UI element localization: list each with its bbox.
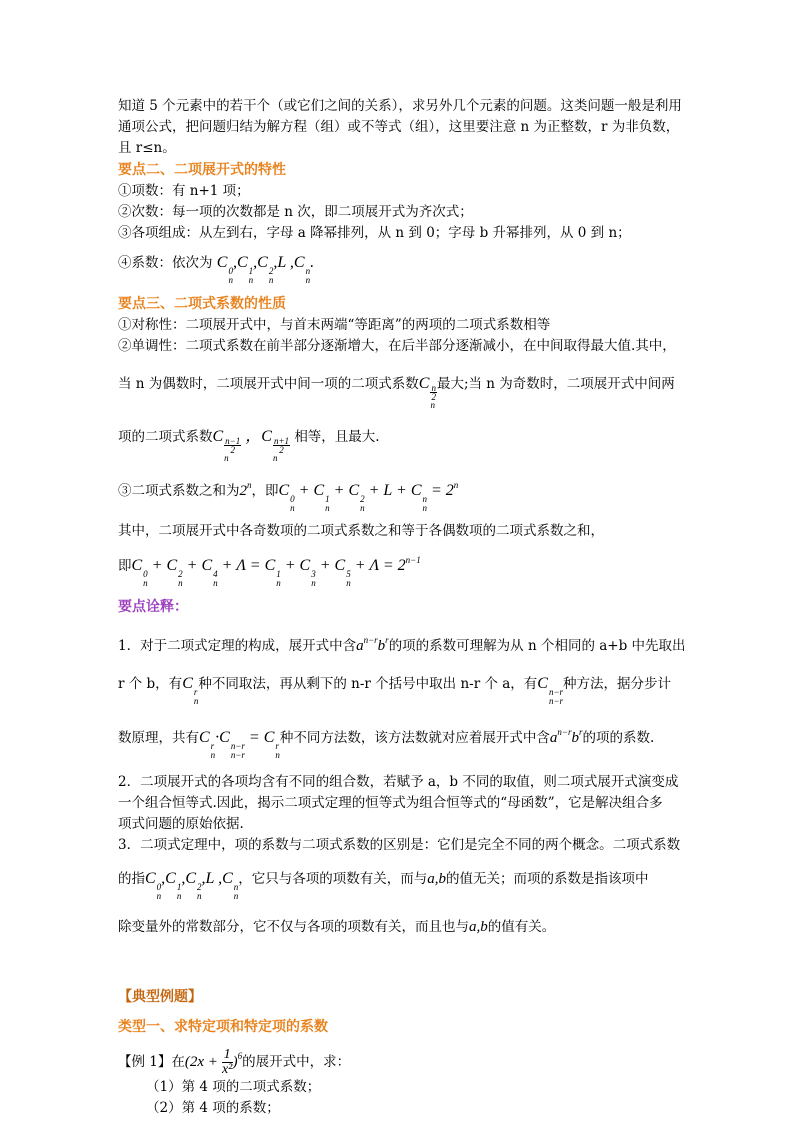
- intro-line-1: 知道 5 个元素中的若干个（或它们之间的关系），求另外几个元素的问题。这类问题一般是利用: [118, 98, 682, 114]
- note-3d: 的值无关；而项的系数是指该项中: [446, 871, 649, 887]
- ab-symbol: a,b: [427, 871, 447, 887]
- note-1b: 的项的系数可理解为从 n 个相同的 a+b 中先取出: [388, 638, 686, 654]
- note-3-line-3: [118, 917, 708, 938]
- example-1-text-a: 在: [171, 1054, 185, 1070]
- note-1-line-2: [118, 673, 708, 706]
- cnr-formula: C r n: [182, 675, 199, 706]
- note-1a: 1．对于二项式定理的构成，展开式中含: [118, 638, 357, 654]
- section2-heading: 要点二、二项展开式的特性: [118, 162, 286, 178]
- note-3b: 的指: [118, 871, 145, 887]
- note-1c: r 个 b，有: [118, 676, 183, 692]
- product-formula: C r n ·C n−r n−r = C r n: [199, 729, 280, 760]
- term-anrbr-formula: $a^{n-r}b^r$: [356, 635, 389, 654]
- note-2-line-1: 2．二项展开式的各项均含有不同的组合数，若赋予 a，b 不同的取值，则二项式展开式演变成: [118, 774, 679, 790]
- section2-item-1: ①项数：有 n+1 项；: [118, 183, 250, 199]
- mono-2a-text: 当 n 为偶数时，二项展开式中间一项的二项式系数: [118, 376, 419, 392]
- note-3-line-1: 3．二项式定理中，项的系数与二项式系数的区别是：它们是完全不同的两个概念。二项式系数: [118, 837, 681, 853]
- intro-line-3: 且 r≤n。: [118, 140, 176, 156]
- note-1g: 种不同方法数，该方法数就对应着展开式中含: [279, 730, 550, 746]
- section2-item-2: ②次数：每一项的次数都是 n 次，即二项展开式为齐次式；: [118, 204, 473, 220]
- example-1-text-b: 的展开式中，求：: [242, 1054, 351, 1070]
- example-1-label: 【例 1】: [118, 1054, 172, 1070]
- mono-3b-text: 相等，且最大.: [294, 429, 380, 445]
- binomial-expression: (2x + $\frac{1}{\text{x²}}$ )$^6$: [184, 1047, 243, 1078]
- odd-even-prefix: 即: [118, 558, 132, 574]
- coefficient-list-formula-2: C 0 n ,C 1 n ,C 2 n ,L ,C n n: [145, 870, 239, 901]
- example-1-statement: [118, 1046, 708, 1077]
- note-1d: 种不同取法，再从剩下的 n-r 个括号中取出 n-r 个 a，有: [198, 676, 538, 692]
- note-3c: ，它只与各项的项数有关，而与: [238, 871, 428, 887]
- monotonicity-line-2: [118, 373, 708, 410]
- coefficient-list-formula: C 0 n ,C 1 n ,C 2 n ,L ,C n n .: [216, 254, 315, 285]
- note-2-line-3: 项式问题的原始依据.: [118, 816, 244, 832]
- note-1h: 的项的系数.: [582, 730, 655, 746]
- note-1f: 数原理，共有: [118, 730, 199, 746]
- example-1-question-1: （1）第 4 项的二项式系数；: [146, 1079, 321, 1096]
- section2-item-4-text: ④系数：依次为: [118, 255, 213, 271]
- sum-property: [118, 475, 708, 513]
- mono-2b-text: 最大;当 n 为奇数时，二项展开式中间两: [436, 376, 675, 392]
- two-middle-coefficients-formula: C $\frac{n-1}{2}$ n ，C $\frac{n+1}{2}$ n: [212, 428, 290, 463]
- odd-even-text: 其中，二项展开式中各奇数项的二项式系数之和等于各偶数项的二项式系数之和，: [118, 523, 604, 539]
- note-2-line-2: 一个组合恒等式.因此，揭示二项式定理的恒等式为组合恒等式的“母函数”，它是解决组合多: [118, 795, 663, 811]
- sum-mid-text: ，即: [251, 483, 279, 499]
- odd-even-identity-formula: C 0 n + C 2 n + C 4 n + Λ = C 1 n + C 3 n + C 5 n + $\Lambda = 2^{n-1}$: [131, 555, 421, 588]
- term-anrbr-formula-2: $a^{n-r}b^r$: [549, 727, 583, 746]
- monotonicity-line-1: ②单调性：二项式系数在前半部分逐渐增大，在后半部分逐渐减小，在中间取得最大值.其中，: [118, 338, 676, 354]
- note-1e: 种方法，据分步计: [563, 676, 672, 692]
- type1-heading: 类型一、求特定项和特定项的系数: [118, 1019, 328, 1035]
- odd-even-identity: [118, 550, 708, 588]
- document-page: [118, 96, 708, 1119]
- section2-item-3: ③各项组成：从左到右，字母 a 降幂排列，从 n 到 0；字母 b 升幂排列，从 0 到 n；: [118, 225, 631, 241]
- monotonicity-line-3: [118, 426, 708, 463]
- note-3e: 除变量外的常数部分，它不仅与各项的项数有关，而且也与: [118, 919, 469, 935]
- two-power-n-formula: 2$^n$: [239, 480, 252, 499]
- symmetry-property: ①对称性：二项展开式中，与首末两端“等距离”的两项的二项式系数相等: [118, 317, 551, 333]
- mono-3a-text: 项的二项式系数: [118, 429, 213, 445]
- examples-heading: 【典型例题】: [118, 989, 202, 1005]
- sum-identity-formula: C 0 n + C 1 n + C 2 n + L + C n n = $2^n$: [278, 480, 459, 513]
- ab-symbol-2: a,b: [469, 919, 488, 935]
- note-1-line-3: [118, 722, 708, 760]
- sum-prefix-text: ③二项式系数之和为: [118, 483, 240, 499]
- note-3-line-2: [118, 868, 708, 901]
- example-1-question-2: （2）第 4 项的系数；: [146, 1100, 280, 1117]
- intro-line-2: 通项公式，把问题归结为解方程（组）或不等式（组），这里要注意 n 为正整数，r 为非负数，: [118, 119, 680, 135]
- note-1-line-1: [118, 630, 708, 657]
- section3-heading: 要点三、二项式系数的性质: [118, 296, 286, 312]
- note-3f: 的值有关。: [487, 919, 556, 935]
- notes-heading: 要点诠释：: [118, 599, 188, 615]
- middle-coefficient-formula: C $\frac{n}{2}$ n: [418, 375, 436, 410]
- cn-r-formula: C n−r n−r: [537, 675, 564, 706]
- section2-item-4: [118, 252, 708, 285]
